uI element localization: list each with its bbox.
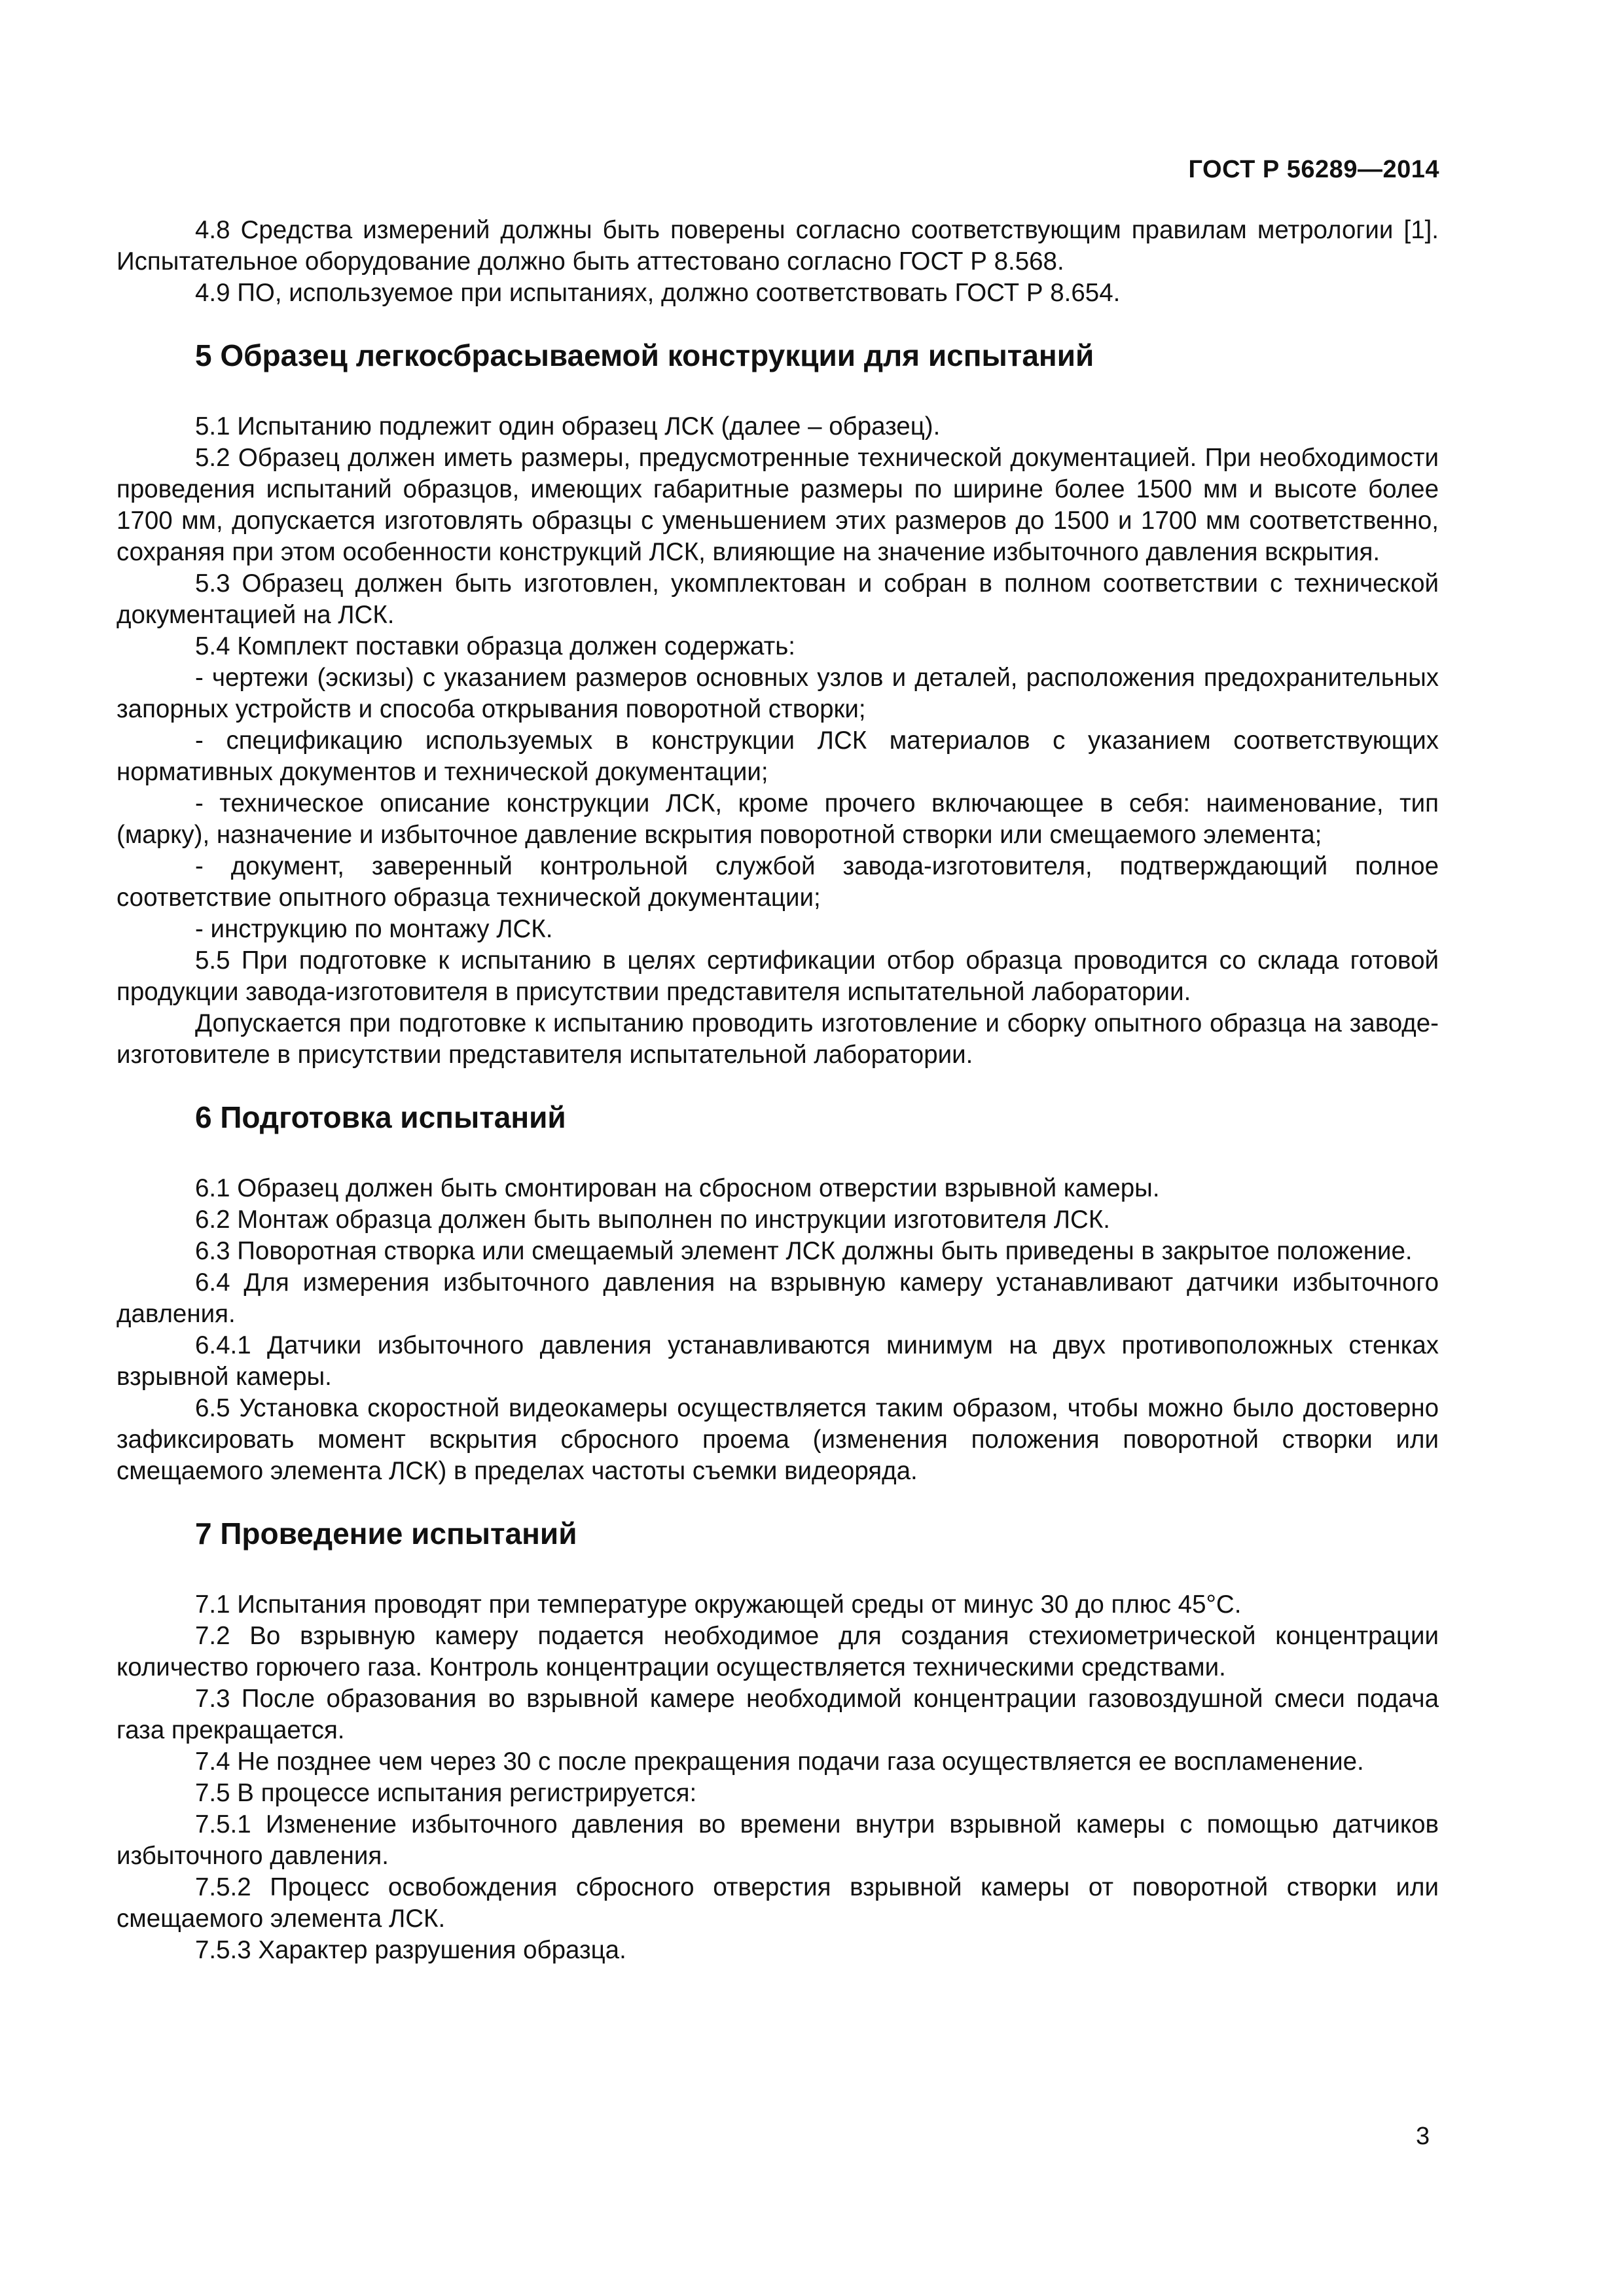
section-5-heading: 5 Образец легкосбрасываемой конструкции для испытаний bbox=[195, 338, 1094, 372]
standard-header: ГОСТ Р 56289—2014 bbox=[1188, 156, 1439, 183]
paragraph-4-8: 4.8 Средства измерений должны быть поверены согласно соответствующим правилам метрологии [1]. Испытательное оборудование должно быть аттестовано согласно ГОСТ Р 8.568. bbox=[117, 216, 1439, 276]
paragraph-7-1: 7.1 Испытания проводят при температуре окружающей среды от минус 30 до плюс 45°С. bbox=[195, 1590, 1242, 1619]
paragraph-7-5: 7.5 В процессе испытания регистрируется: bbox=[195, 1779, 697, 1807]
paragraph-6-5: 6.5 Установка скоростной видеокамеры осуществляется таким образом, чтобы можно было достоверно зафиксировать момент вскрытия сбросного проема (изменения положения поворотной створки или смещаемого элемента ЛСК) в пределах частоты съемки видеоряда. bbox=[117, 1394, 1439, 1485]
list-item: - инструкцию по монтажу ЛСК. bbox=[195, 915, 553, 943]
paragraph-6-3: 6.3 Поворотная створка или смещаемый элемент ЛСК должны быть приведены в закрытое положение. bbox=[195, 1237, 1413, 1265]
list-item: - спецификацию используемых в конструкции ЛСК материалов с указанием соответствующих нормативных документов и технической документации; bbox=[117, 726, 1439, 786]
paragraph-5-3: 5.3 Образец должен быть изготовлен, укомплектован и собран в полном соответствии с технической документацией на ЛСК. bbox=[117, 569, 1439, 629]
list-item: - чертежи (эскизы) с указанием размеров основных узлов и деталей, расположения предохранительных запорных устройств и способа открывания поворотной створки; bbox=[117, 664, 1439, 723]
page-number: 3 bbox=[1416, 2123, 1430, 2150]
paragraph-5-1: 5.1 Испытанию подлежит один образец ЛСК (далее – образец). bbox=[195, 412, 941, 440]
paragraph-5-5-continued: Допускается при подготовке к испытанию проводить изготовление и сборку опытного образца на заводе-изготовителе в присутствии представителя испытательной лаборатории. bbox=[117, 1009, 1439, 1069]
paragraph-4-9: 4.9 ПО, используемое при испытаниях, должно соответствовать ГОСТ Р 8.654. bbox=[195, 279, 1121, 307]
paragraph-7-2: 7.2 Во взрывную камеру подается необходимое для создания стехиометрической концентрации количество горючего газа. Контроль концентрации осуществляется техническими средствами. bbox=[117, 1622, 1439, 1681]
paragraph-5-2: 5.2 Образец должен иметь размеры, предусмотренные технической документацией. При необходимости проведения испытаний образцов, имеющих габаритные размеры по ширине более 1500 мм и высоте более 1700 мм, допускается изготовлять образцы с уменьшением этих размеров до 1500 и 1700 мм соответственно, сохраняя при этом особенности конструкций ЛСК, влияющие на значение избыточного давления вскрытия. bbox=[117, 444, 1439, 566]
paragraph-7-5-1: 7.5.1 Изменение избыточного давления во времени внутри взрывной камеры с помощью датчиков избыточного давления. bbox=[117, 1810, 1439, 1870]
list-item: - техническое описание конструкции ЛСК, кроме прочего включающее в себя: наименование, тип (марку), назначение и избыточное давление вскрытия поворотной створки или смещаемого элемента; bbox=[117, 789, 1439, 849]
paragraph-6-4: 6.4 Для измерения избыточного давления на взрывную камеру устанавливают датчики избыточного давления. bbox=[117, 1268, 1439, 1328]
section-7-heading: 7 Проведение испытаний bbox=[195, 1516, 577, 1551]
paragraph-7-5-2: 7.5.2 Процесс освобождения сбросного отверстия взрывной камеры от поворотной створки или смещаемого элемента ЛСК. bbox=[117, 1873, 1439, 1933]
paragraph-7-5-3: 7.5.3 Характер разрушения образца. bbox=[195, 1936, 626, 1964]
paragraph-5-5: 5.5 При подготовке к испытанию в целях сертификации отбор образца проводится со склада готовой продукции завода-изготовителя в присутствии представителя испытательной лаборатории. bbox=[117, 946, 1439, 1006]
section-6-heading: 6 Подготовка испытаний bbox=[195, 1100, 566, 1134]
document-body bbox=[117, 215, 1439, 1966]
paragraph-7-3: 7.3 После образования во взрывной камере необходимой концентрации газовоздушной смеси подача газа прекращается. bbox=[117, 1685, 1439, 1744]
paragraph-6-4-1: 6.4.1 Датчики избыточного давления устанавливаются минимум на двух противоположных стенках взрывной камеры. bbox=[117, 1331, 1439, 1391]
list-item: - документ, заверенный контрольной службой завода-изготовителя, подтверждающий полное соответствие опытного образца технической документации; bbox=[117, 852, 1439, 912]
paragraph-6-2: 6.2 Монтаж образца должен быть выполнен по инструкции изготовителя ЛСК. bbox=[195, 1206, 1110, 1234]
paragraph-5-4: 5.4 Комплект поставки образца должен содержать: bbox=[195, 632, 796, 660]
paragraph-7-4: 7.4 Не позднее чем через 30 с после прекращения подачи газа осуществляется ее воспламенение. bbox=[195, 1748, 1364, 1776]
paragraph-6-1: 6.1 Образец должен быть смонтирован на сбросном отверстии взрывной камеры. bbox=[195, 1174, 1160, 1202]
